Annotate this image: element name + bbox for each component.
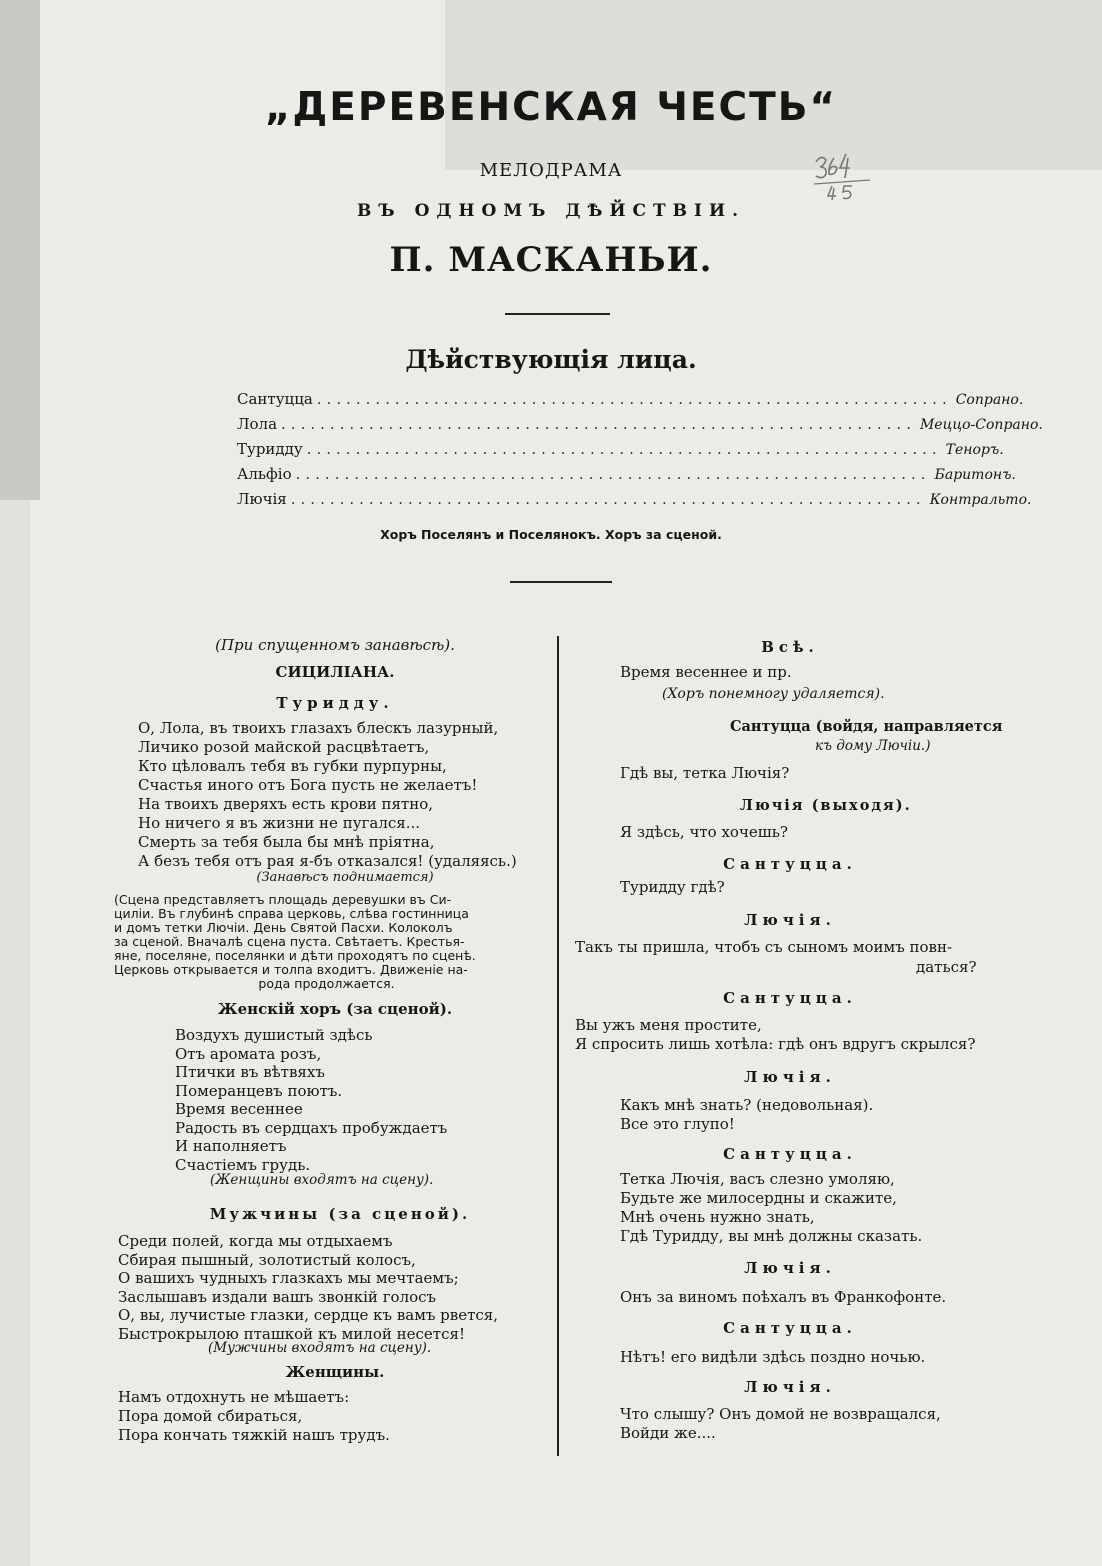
speaker-label: Сантуцца (войдя, направляется	[730, 718, 1003, 735]
stage-direction: (При спущенномъ занавѣсѣ).	[215, 636, 455, 654]
role-voice: Сопрано.	[955, 392, 1024, 408]
verse-line: Личико розой майской расцвѣтаетъ,	[138, 738, 430, 756]
speaker-label: Всѣ.	[761, 638, 819, 656]
verse-line: Пора домой сбираться,	[118, 1407, 303, 1425]
chorus-note: Хоръ Поселянъ и Поселянокъ. Хоръ за сценой.	[380, 527, 722, 542]
speaker-label: Туридду.	[276, 694, 394, 712]
leader-dots: .................................................................	[281, 415, 916, 433]
verse-line: Быстрокрылою пташкой къ милой несется!	[118, 1324, 465, 1343]
divider	[505, 313, 610, 315]
section-heading: СИЦИЛІАНА.	[275, 663, 395, 681]
leader-dots: .................................................................	[306, 440, 942, 458]
role-name: Туридду	[237, 440, 303, 458]
subtitle: МЕЛОДРАМА	[479, 160, 623, 181]
dialogue-line: Что слышу? Онъ домой не возвращался,	[620, 1405, 941, 1423]
dialogue-line: Войди же....	[620, 1424, 716, 1442]
description-line: рода продолжается.	[258, 976, 395, 991]
verse-line: Смерть за тебя была бы мнѣ пріятна,	[138, 833, 435, 851]
verse-line: О, Лола, въ твоихъ глазахъ блескъ лазурный,	[138, 719, 499, 737]
description-line: и домъ тетки Лючіи. День Святой Пасхи. Колоколъ	[114, 920, 453, 935]
verse-block	[118, 1232, 558, 1343]
dialogue-line: Нѣтъ! его видѣли здѣсь поздно ночью.	[620, 1348, 926, 1366]
dialogue-line: Тетка Лючія, васъ слезно умоляю,	[620, 1170, 895, 1188]
description-line: за сценой. Вначалѣ сцена пуста. Свѣтаетъ. Крестья-	[114, 934, 465, 949]
role-voice: Теноръ.	[945, 442, 1004, 458]
paper-shadow	[0, 500, 30, 1566]
composer: П. МАСКАНЬИ.	[389, 240, 713, 280]
dialogue-line: Какъ мнѣ знать? (недовольная).	[620, 1096, 874, 1114]
speaker-label: Женскій хоръ (за сценой).	[217, 1000, 453, 1018]
dialogue-line: Время весеннее и пр.	[620, 663, 792, 681]
verse-line: О вашихъ чудныхъ глазкахъ мы мечтаемъ;	[118, 1269, 459, 1287]
verse-line: Среди полей, когда мы отдыхаемъ	[118, 1232, 393, 1250]
leader-dots: .................................................................	[290, 490, 926, 508]
stage-direction: (Мужчины входятъ на сцену).	[208, 1340, 432, 1356]
verse-block	[175, 1026, 555, 1174]
speaker-label: Сантуцца.	[723, 989, 857, 1007]
verse-line: Но ничего я въ жизни не пугался...	[138, 814, 421, 832]
verse-line: Отъ аромата розъ,	[175, 1044, 322, 1063]
speaker-label: Мужчины (за сценой).	[209, 1205, 471, 1223]
verse-line: Кто цѣловалъ тебя въ губки пурпурны,	[138, 757, 447, 775]
speaker-label: Лючія (выходя).	[740, 797, 912, 814]
dialogue-line: Гдѣ вы, тетка Лючія?	[620, 764, 790, 782]
verse-line: Померанцевъ поютъ.	[175, 1081, 343, 1100]
dialogue-line: Туридду гдѣ?	[620, 878, 725, 896]
verse-line: Намъ отдохнуть не мѣшаетъ:	[118, 1388, 350, 1406]
verse-block	[620, 1170, 922, 1246]
verse-line: Счастья иного отъ Бога пусть не желаетъ!	[138, 776, 478, 794]
dialogue-line: Вы ужъ меня простите,	[575, 1016, 762, 1034]
speaker-label: Лючія.	[744, 1068, 836, 1086]
role-voice: Баритонъ.	[934, 467, 1016, 483]
verse-line: Счастіемъ грудь.	[175, 1155, 311, 1174]
cast-row	[237, 415, 1043, 439]
description-line: (Сцена представляетъ площадь деревушки въ Си-	[114, 892, 452, 907]
dialogue-line: Я здѣсь, что хочешь?	[620, 823, 788, 841]
dialogue-line: Такъ ты пришла, чтобъ съ сыномъ моимъ повн-	[575, 938, 953, 956]
speaker-label: Лючія.	[744, 1259, 836, 1277]
role-voice: Меццо-Сопрано.	[919, 417, 1043, 433]
cast-row	[237, 390, 1024, 414]
verse-line: И наполняетъ	[175, 1137, 287, 1155]
dialogue-line: даться?	[916, 958, 977, 976]
role-name: Лола	[237, 415, 278, 433]
verse-block	[118, 1388, 558, 1445]
verse-line: Радость въ сердцахъ пробуждаетъ	[175, 1118, 448, 1137]
verse-line: О, вы, лучистые глазки, сердце къ вамъ рвется,	[118, 1306, 499, 1324]
cast-row	[237, 490, 1032, 514]
verse-line: Птички въ вѣтвяхъ	[175, 1063, 325, 1081]
verse-line: Воздухъ душистый здѣсь	[175, 1026, 373, 1044]
speaker-label: Сантуцца.	[723, 1319, 857, 1337]
role-name: Сантуцца	[237, 390, 313, 408]
dialogue-line: Все это глупо!	[620, 1115, 735, 1133]
verse-line: Время весеннее	[175, 1100, 303, 1118]
cast-row	[237, 440, 1004, 464]
acts-line: ВЪ ОДНОМЪ ДѢЙСТВІИ.	[357, 201, 745, 221]
divider	[510, 581, 612, 583]
description-line: яне, поселяне, поселянки и дѣти проходятъ по сценѣ.	[114, 948, 476, 963]
dialogue-line: Мнѣ очень нужно знать,	[620, 1208, 815, 1226]
stage-description	[114, 893, 559, 991]
description-line: Церковь открывается и толпа входитъ. Движеніе на-	[114, 962, 468, 977]
cast-heading: Дѣйствующія лица.	[405, 345, 697, 374]
dialogue-line: Я спросить лишь хотѣла: гдѣ онъ вдругъ скрылся?	[575, 1035, 976, 1053]
verse-line: Заслышавъ издали вашъ звонкій голосъ	[118, 1287, 437, 1306]
stage-direction: (Занавѣсъ поднимается)	[256, 870, 434, 885]
stage-direction: (Хоръ понемногу удаляется).	[662, 686, 885, 702]
speaker-label: Сантуцца.	[723, 1145, 857, 1163]
verse-line: Сбирая пышный, золотистый колосъ,	[118, 1250, 416, 1269]
cast-row	[237, 465, 1016, 489]
speaker-label: Женщины.	[285, 1363, 385, 1381]
verse-line: А безъ тебя отъ рая я-бъ отказался! (удаляясь.)	[138, 852, 517, 870]
dialogue-line: Онъ за виномъ поѣхалъ въ Франкофонте.	[620, 1288, 947, 1306]
dialogue-line: Гдѣ Туридду, вы мнѣ должны сказать.	[620, 1227, 923, 1245]
speaker-label: Лючія.	[744, 911, 836, 929]
dialogue-line: Будьте же милосердны и скажите,	[620, 1189, 897, 1207]
speaker-label: Сантуцца.	[723, 855, 857, 873]
leader-dots: .................................................................	[295, 465, 931, 483]
stage-direction: къ дому Лючіи.)	[815, 738, 931, 754]
verse-line: На твоихъ дверяхъ есть крови пятно,	[138, 795, 434, 813]
page-title: „ДЕРЕВЕНСКАЯ ЧЕСТЬ“	[264, 85, 838, 130]
role-name: Альфіо	[237, 465, 292, 483]
verse-block	[138, 719, 558, 871]
role-voice: Контральто.	[929, 492, 1032, 508]
stage-direction: (Женщины входятъ на сцену).	[210, 1172, 434, 1188]
leader-dots: .................................................................	[316, 390, 952, 408]
description-line: циліи. Въ глубинѣ справа церковь, слѣва гостинница	[114, 906, 469, 921]
role-name: Лючія	[237, 490, 287, 508]
speaker-label: Лючія.	[744, 1378, 836, 1396]
verse-line: Пора кончать тяжкій нашъ трудъ.	[118, 1426, 390, 1444]
